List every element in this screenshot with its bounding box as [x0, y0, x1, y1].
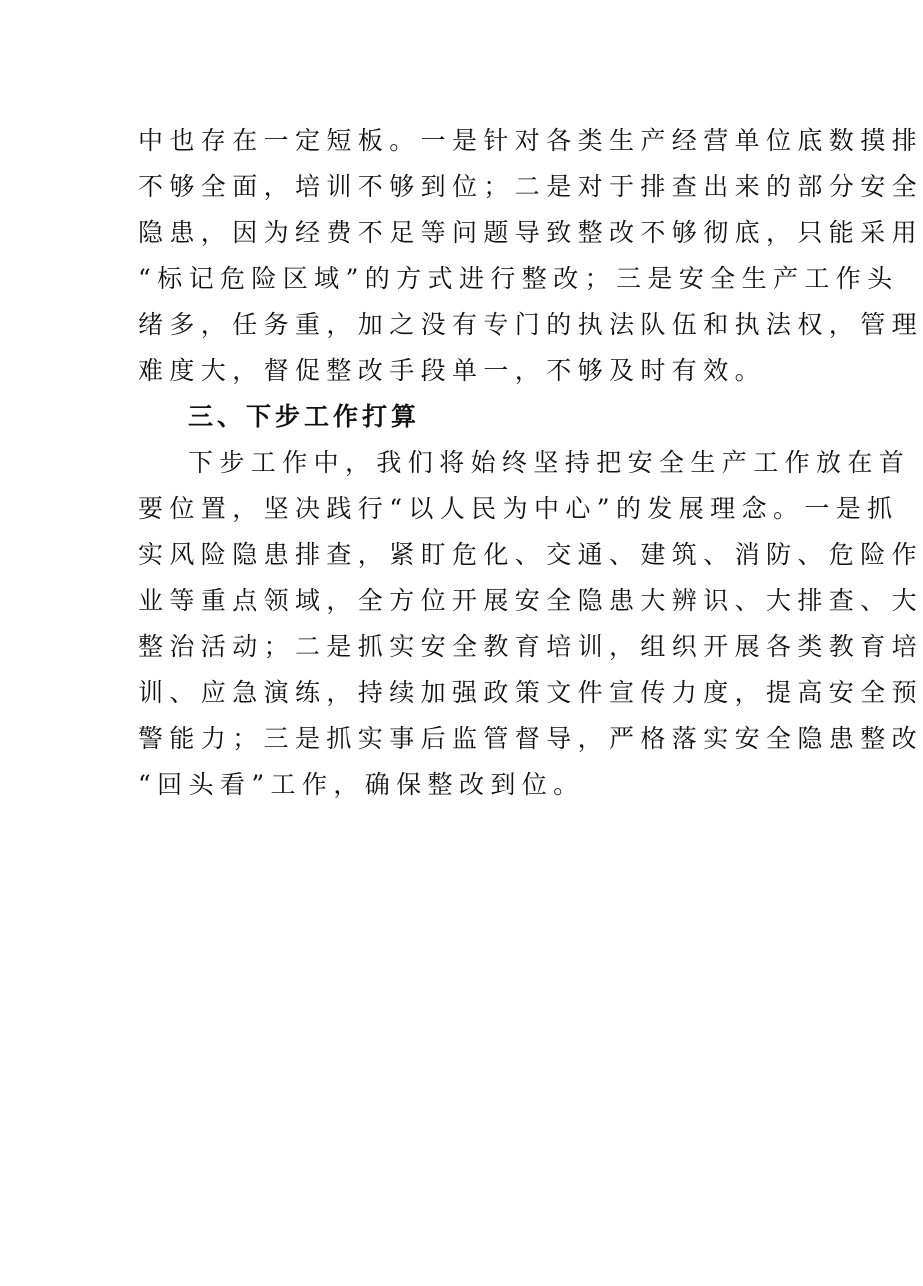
text-line: “标记危险区域”的方式进行整改；三是安全生产工作头: [138, 264, 899, 293]
text-line: 业等重点领域，全方位开展安全隐患大辨识、大排查、大: [138, 586, 923, 615]
text-line: 不够全面，培训不够到位；二是对于排查出来的部分安全: [138, 172, 923, 201]
document-body: [138, 118, 923, 808]
paragraph-shortcomings: [138, 118, 923, 394]
text-line: “回头看”工作，确保整改到位。: [138, 770, 585, 799]
text-line: 实风险隐患排查，紧盯危化、交通、建筑、消防、危险作: [138, 540, 923, 569]
text-line: 隐患，因为经费不足等问题导致整改不够彻底，只能采用: [138, 218, 923, 247]
text-line: 中也存在一定短板。一是针对各类生产经营单位底数摸排: [138, 126, 923, 155]
section-heading: 三、下步工作打算: [188, 402, 421, 431]
text-line: 难度大，督促整改手段单一，不够及时有效。: [138, 356, 767, 385]
text-line: 警能力；三是抓实事后监管督导，严格落实安全隐患整改: [138, 724, 923, 753]
text-line: 训、应急演练，持续加强政策文件宣传力度，提高安全预: [138, 678, 923, 707]
text-line: 整治活动；二是抓实安全教育培训，组织开展各类教育培: [138, 632, 923, 661]
text-line: 下步工作中，我们将始终坚持把安全生产工作放在首: [188, 448, 911, 477]
text-line: 要位置，坚决践行“以人民为中心”的发展理念。一是抓: [138, 494, 899, 523]
text-line: 绪多，任务重，加之没有专门的执法队伍和执法权，管理: [138, 310, 923, 339]
paragraph-next-steps: [138, 440, 923, 808]
